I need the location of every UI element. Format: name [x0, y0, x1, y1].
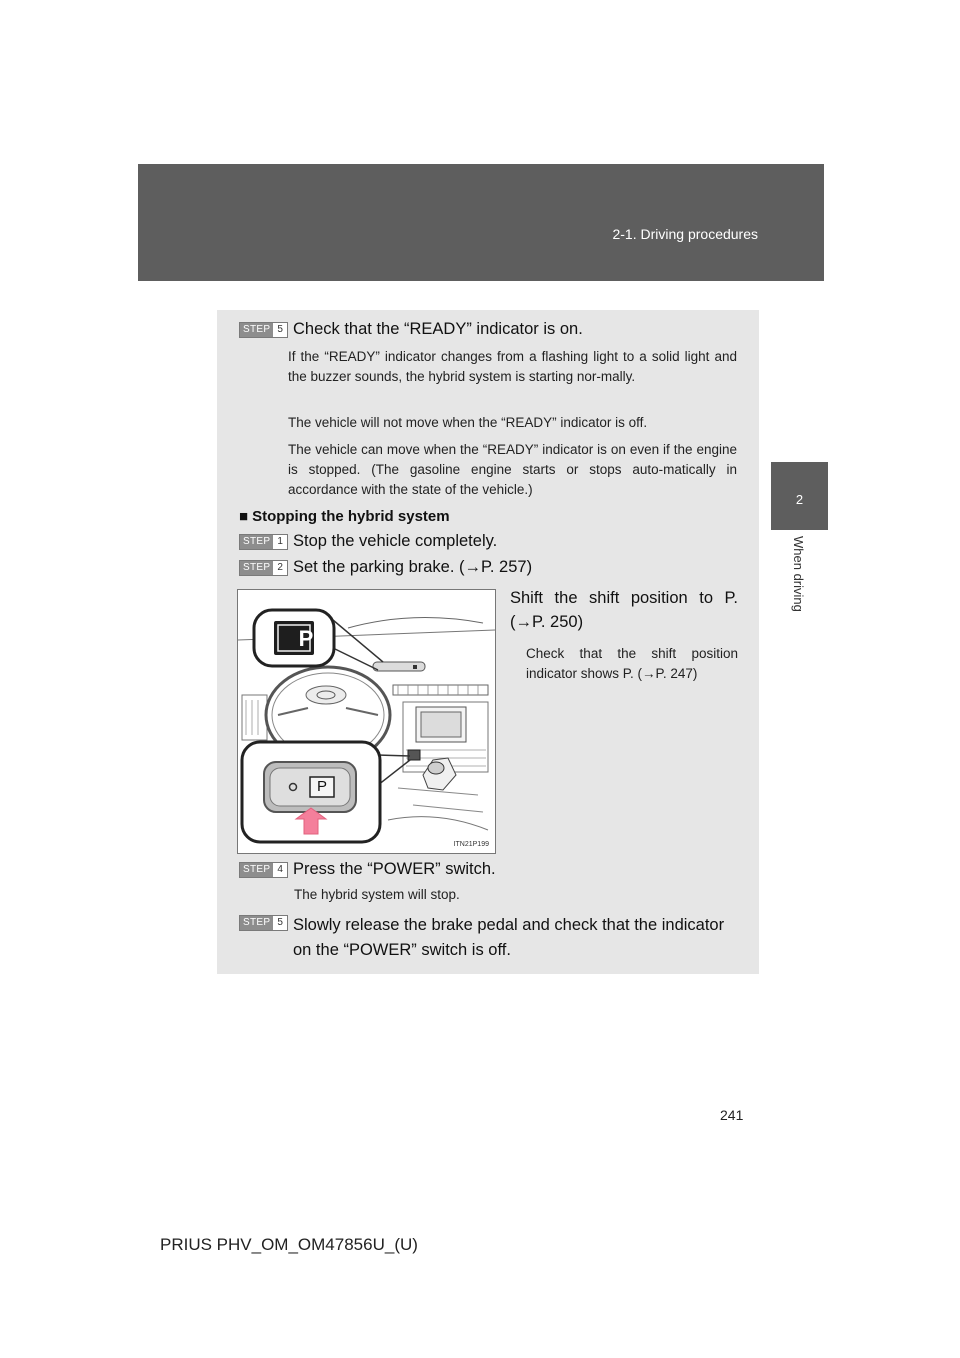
paragraph: Check that the shift position indicator shows P. (→P. 247)	[526, 646, 738, 681]
paragraph: If the “READY” indicator changes from a flashing light to a solid light and the buzzer sounds, the hybrid system is starting nor-mally.	[288, 349, 737, 384]
step-title: (→P. 250)	[510, 613, 584, 631]
step-badge	[239, 862, 288, 878]
step-number: 4	[277, 864, 283, 875]
p-switch-label: P	[316, 778, 327, 795]
step-word: STEP	[240, 916, 273, 930]
chapter-label-text: When driving	[791, 536, 806, 612]
dashboard-drawing	[238, 590, 495, 853]
step-number: 5	[277, 324, 283, 335]
step-title: Slowly release the brake pedal and check that the indicator on the “POWER” switch is off.	[293, 916, 725, 959]
step-number: 1	[277, 536, 283, 547]
step-badge	[239, 534, 288, 550]
step-word: STEP	[240, 863, 273, 877]
step-badge	[239, 322, 288, 338]
step-badge	[239, 560, 288, 576]
header-band	[138, 164, 824, 281]
page-number: 241	[720, 1107, 744, 1123]
step-title: Shift the shift position to P.	[510, 589, 738, 607]
dashboard-illustration	[237, 589, 496, 854]
heading-text: Stopping the hybrid system	[252, 508, 450, 525]
step-number: 2	[277, 562, 283, 573]
chapter-tab	[771, 462, 828, 530]
section-heading	[239, 508, 450, 525]
section-title: 2-1. Driving procedures	[612, 226, 758, 242]
step-word: STEP	[240, 323, 273, 337]
step-title: Press the “POWER” switch.	[293, 860, 496, 878]
heading-marker: ■	[239, 508, 249, 525]
step-title: Check that the “READY” indicator is on.	[293, 320, 583, 338]
paragraph: The vehicle can move when the “READY” indicator is on even if the engine is stopped. (The gasoline engine starts or stops auto-matically in accordance with the state of the vehicle.)	[288, 442, 737, 497]
parking-indicator-label: P	[298, 626, 314, 651]
step-title: Set the parking brake. (→P. 257)	[293, 558, 533, 576]
chapter-number: 2	[795, 492, 804, 507]
chapter-label	[790, 530, 808, 640]
paragraph: The vehicle will not move when the “READY” indicator is off.	[288, 415, 648, 430]
step-badge	[239, 915, 288, 931]
step-title: Stop the vehicle completely.	[293, 532, 498, 550]
step-number: 5	[277, 917, 283, 928]
paragraph: The hybrid system will stop.	[294, 887, 460, 902]
document-id: PRIUS PHV_OM_OM47856U_(U)	[160, 1235, 418, 1254]
figure-caption: ITN21P199	[453, 841, 489, 848]
step-word: STEP	[240, 535, 273, 549]
step-word: STEP	[240, 561, 273, 575]
